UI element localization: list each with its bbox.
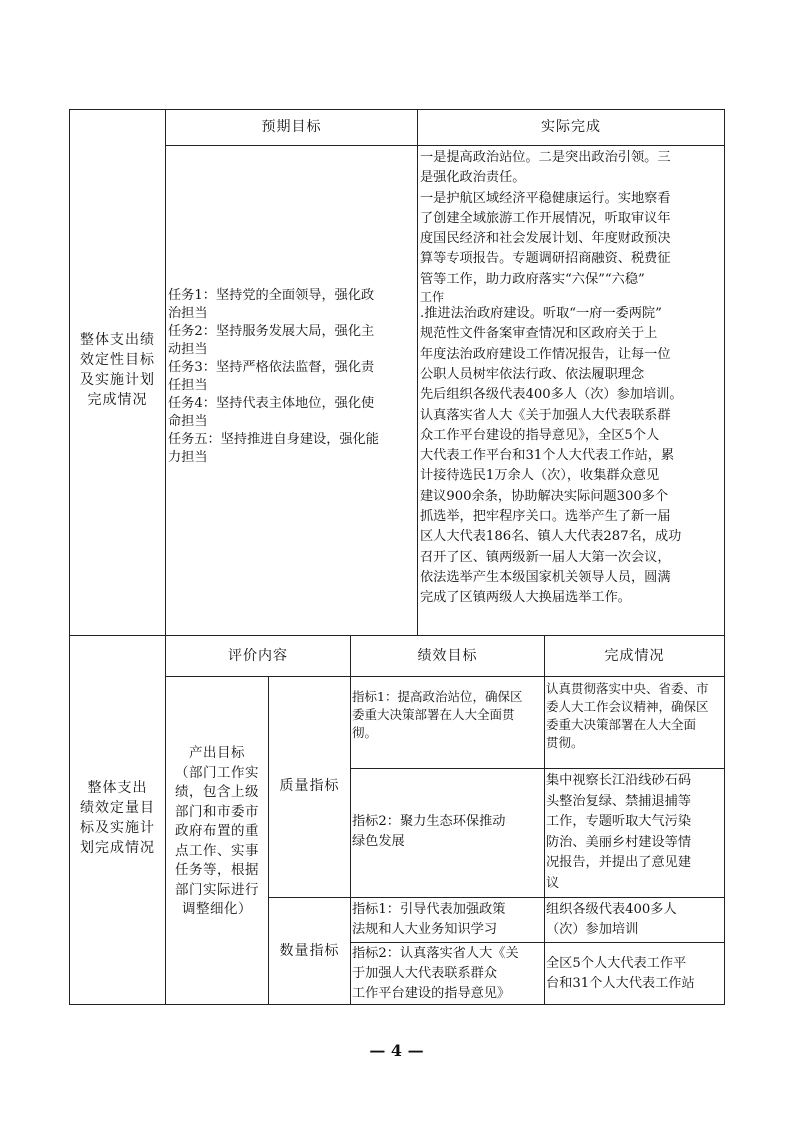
quality-indicator-label: 质量指标 — [279, 778, 340, 794]
header-expected: 预期目标 — [261, 119, 322, 135]
section2-label: 整体支出 绩效定量目 标及实施计 划完成情况 — [80, 780, 155, 856]
header-actual: 实际完成 — [541, 119, 601, 135]
goal-cell: 指标1：提高政治站位，确保区 委重大决策部署在人大全面贯 彻。 — [352, 689, 523, 740]
task-line: 任务五：坚持推进自身建设，强化能 — [168, 432, 379, 447]
task-line: 任务2：坚持服务发展大局，强化主 — [168, 324, 375, 339]
task-line: 任务4：坚持代表主体地位，强化使 — [168, 396, 375, 411]
header-performance-goal: 绩效目标 — [417, 648, 478, 664]
task-line: 任担当 — [168, 378, 208, 393]
expected-task-list — [168, 287, 418, 467]
task-line: 力担当 — [168, 450, 208, 465]
goal-cell: 指标2：认真落实省人大《关 于加强人大代表联系群众 工作平台建设的指导意见》 — [352, 946, 519, 1001]
quantity-indicator-label: 数量指标 — [279, 943, 340, 959]
page-number: — 4 — — [369, 1041, 424, 1060]
section1-label: 整体支出绩 效定性目标 及实施计划 完成情况 — [80, 332, 155, 408]
task-line: 治担当 — [168, 306, 208, 321]
goal-cell: 指标1：引导代表加强政策 法规和人大业务知识学习 — [352, 902, 506, 937]
task-line: 命担当 — [168, 414, 208, 429]
actual-completion-text: 一是提高政治站位。二是突出政治引领。三 是强化政治责任。 一是护航区域经济平稳健康运行。实地察看 了创建全域旅游工作开展情况，听取审议年 度国民经济和社会发展计划、年度财政预决 算等专项报告。专题调研招商融资、税费征 管等工作，助力政府落实“六保”“六稳” 工作 .推进法治政府建设。听取“一府一委两院” 规范性文件备案审查情况和区政府关于上 年度法治政府建设工作情况报告，让每一位 公职人员树牢依法行政、依法履职理念 先后组织各级代表400多人（次）参加培训。 认真落实省人大《关于加强人大代表联系群 众工作平台建设的指导意见》，全区5个人 大代表工作平台和31个人大代表工作站，累 计接待选民1万余人（次），收集群众意见 建议900余条，协助解决实际问题300多个 抓选举，把牢程序关口。选举产生了新一届 区人大代表186名、镇人大代表287名，成功 召开了区、镇两级新一届人大第一次会议， 依法选举产生本级国家机关领导人员，圆满 完成了区镇两级人大换届选举工作。 — [420, 150, 683, 606]
header-completion: 完成情况 — [604, 648, 665, 664]
header-evaluation-content: 评价内容 — [228, 648, 288, 664]
completion-cell: 认真贯彻落实中央、省委、市 委人大工作会议精神，确保区 委重大决策部署在人大全面 贯彻。 — [546, 681, 709, 750]
task-line: 任务3：坚持严格依法监督，强化责 — [168, 360, 375, 375]
goal-cell: 指标2：聚力生态环保推动 绿色发展 — [352, 814, 506, 849]
completion-cell: 组织各级代表400多人 （次）参加培训 — [546, 902, 677, 937]
task-line: 动担当 — [168, 342, 208, 357]
output-goal-label: 产出目标 （部门工作实 绩，包含上级 部门和市委市 政府布置的重 点工作、实事 任务等，根据 部门实际进行 调整细化） — [175, 745, 259, 917]
completion-cell: 全区5个人大代表工作平 台和31个人大代表工作站 — [546, 956, 695, 991]
completion-cell: 集中视察长江沿线砂石码 头整治复绿、禁捕退捕等 工作，专题听取大气污染 防治、美丽乡村建设等情 况报告，并提出了意见建 议 — [546, 773, 692, 891]
task-line: 任务1：坚持党的全面领导，强化政 — [168, 288, 375, 303]
